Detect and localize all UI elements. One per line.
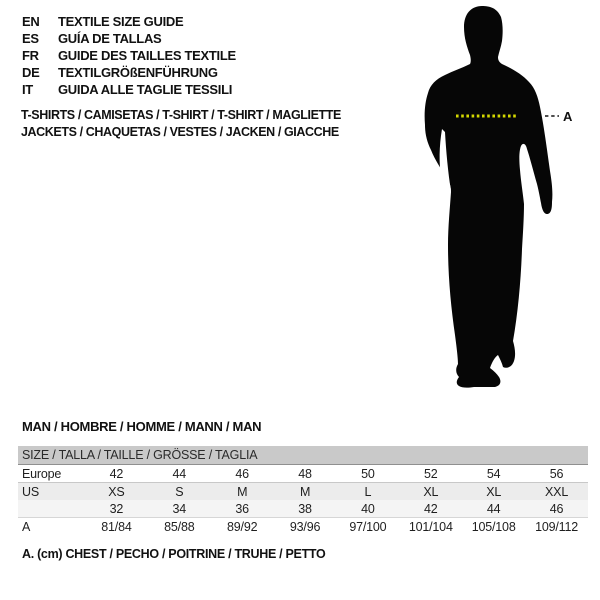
- language-code: IT: [22, 82, 33, 97]
- size-cell: M: [274, 483, 337, 501]
- size-cell: 46: [211, 465, 274, 483]
- size-cell: 42: [399, 500, 462, 518]
- language-row: [22, 13, 236, 30]
- table-row-chest-a: [18, 518, 588, 536]
- table-row-europe: [18, 465, 588, 483]
- table-row-us: [18, 483, 588, 501]
- size-cell: 105/108: [462, 518, 525, 536]
- language-code: EN: [22, 14, 40, 29]
- size-cell: 32: [85, 500, 148, 518]
- size-cell: XL: [462, 483, 525, 501]
- size-cell: S: [148, 483, 211, 501]
- size-cell: 40: [337, 500, 400, 518]
- category-lines: [21, 107, 341, 141]
- table-header-label: SIZE / TALLA / TAILLE / GRÖSSE / TAGLIA: [18, 446, 588, 465]
- size-cell: XS: [85, 483, 148, 501]
- size-cell: 56: [525, 465, 588, 483]
- size-cell: 97/100: [337, 518, 400, 536]
- size-cell: 44: [148, 465, 211, 483]
- size-cell: 38: [274, 500, 337, 518]
- size-cell: 34: [148, 500, 211, 518]
- size-cell: 44: [462, 500, 525, 518]
- row-label: Europe: [18, 465, 85, 483]
- measure-label-a: A: [563, 109, 573, 124]
- size-cell: 93/96: [274, 518, 337, 536]
- size-cell: 54: [462, 465, 525, 483]
- language-label: GUÍA DE TALLAS: [58, 31, 162, 46]
- man-silhouette-body: [425, 6, 553, 388]
- category-line-tshirts: T-SHIRTS / CAMISETAS / T-SHIRT / T-SHIRT / MAGLIETTE: [21, 108, 341, 122]
- size-cell: 36: [211, 500, 274, 518]
- size-cell: XL: [399, 483, 462, 501]
- size-cell: 89/92: [211, 518, 274, 536]
- size-cell: M: [211, 483, 274, 501]
- size-cell: XXL: [525, 483, 588, 501]
- language-row: [22, 47, 236, 64]
- language-code: ES: [22, 31, 39, 46]
- language-row: [22, 30, 236, 47]
- man-silhouette-svg: [360, 0, 600, 400]
- table-header-row: [18, 446, 588, 465]
- language-row: [22, 81, 236, 98]
- language-label: TEXTILGRÖßENFÜHRUNG: [58, 65, 218, 80]
- man-silhouette-figure: [360, 0, 600, 400]
- size-cell: 101/104: [399, 518, 462, 536]
- language-code: FR: [22, 48, 39, 63]
- language-label: GUIDA ALLE TAGLIE TESSILI: [58, 82, 233, 97]
- row-label: [18, 500, 85, 518]
- size-cell: 46: [525, 500, 588, 518]
- language-title-list: [22, 13, 236, 98]
- size-cell: L: [337, 483, 400, 501]
- section-title: MAN / HOMBRE / HOMME / MANN / MAN: [22, 419, 262, 434]
- size-cell: 42: [85, 465, 148, 483]
- size-cell: 50: [337, 465, 400, 483]
- language-label: GUIDE DES TAILLES TEXTILE: [58, 48, 236, 63]
- size-cell: 48: [274, 465, 337, 483]
- category-line-jackets: JACKETS / CHAQUETAS / VESTES / JACKEN / GIACCHE: [21, 125, 339, 139]
- size-cell: 109/112: [525, 518, 588, 536]
- size-cell: 81/84: [85, 518, 148, 536]
- size-cell: 85/88: [148, 518, 211, 536]
- row-label: A: [18, 518, 85, 536]
- measure-footnote: A. (cm) CHEST / PECHO / POITRINE / TRUHE / PETTO: [22, 547, 326, 561]
- language-code: DE: [22, 65, 40, 80]
- row-label: US: [18, 483, 85, 501]
- table-row-us-numeric: [18, 500, 588, 518]
- language-row: [22, 64, 236, 81]
- language-label: TEXTILE SIZE GUIDE: [58, 14, 184, 29]
- size-cell: 52: [399, 465, 462, 483]
- size-table: [18, 446, 588, 535]
